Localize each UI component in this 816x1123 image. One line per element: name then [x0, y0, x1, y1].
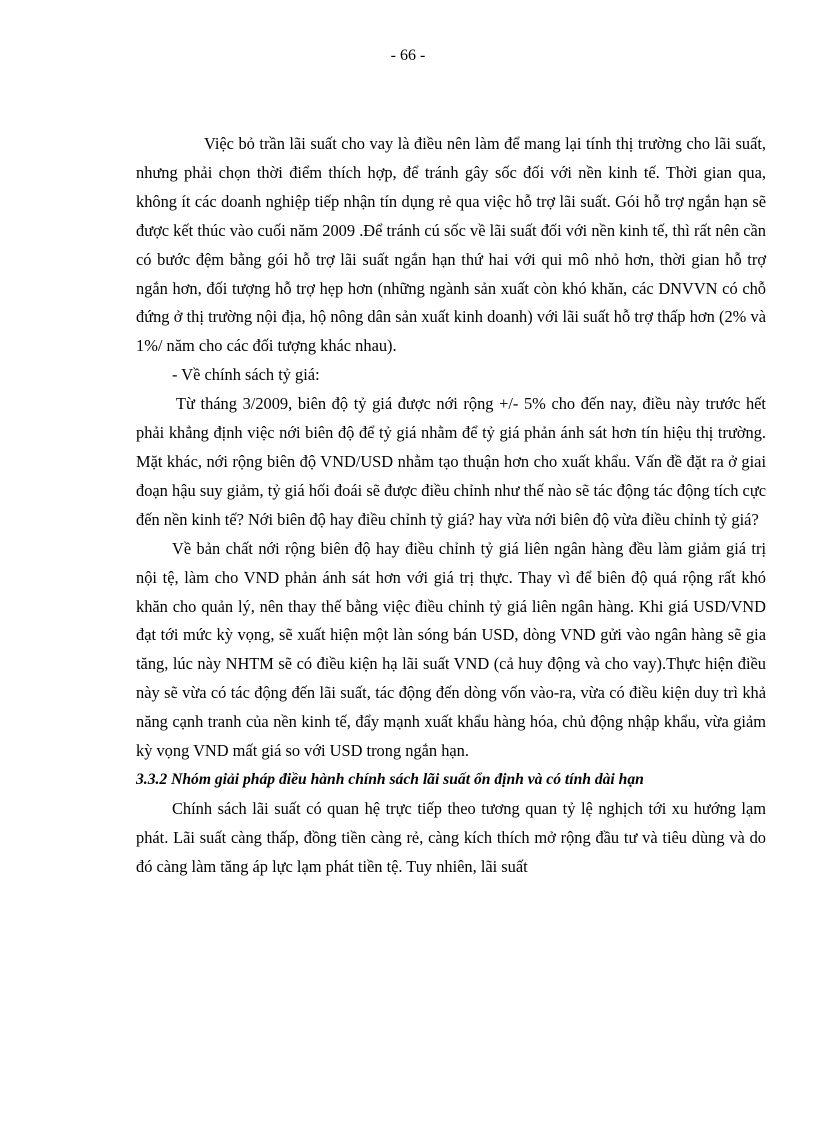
page-number: - 66 -: [390, 47, 426, 64]
paragraph-exchange-band: Từ tháng 3/2009, biên độ tỷ giá được nới rộng +/- 5% cho đến nay, điều này trước hết phải khẳng định việc nới biên độ để tỷ giá nhằm để tỷ giá phản ánh sát hơn tín hiệu thị trường. Mặt khác, nới rộng biên độ VND/USD nhằm tạo thuận hơn cho xuất khẩu. Vấn đề đặt ra ở giai đoạn hậu suy giảm, tỷ giá hối đoái sẽ được điều chỉnh như thế nào sẽ tác động tác động tích cực đến nền kinh tế? Nới biên độ hay điều chỉnh tỷ giá? hay vừa nới biên độ vừa điều chỉnh tỷ giá?: [136, 394, 766, 529]
paragraph-currency-nature: Về bản chất nới rộng biên độ hay điều chỉnh tỷ giá liên ngân hàng đều làm giảm giá trị nội tệ, làm cho VND phản ánh sát hơn với giá trị thực. Thay vì để biên độ quá rộng rất khó khăn cho quản lý, nên thay thế bằng việc điều chỉnh tỷ giá liên ngân hàng. Khi giá USD/VND đạt tới mức kỳ vọng, sẽ xuất hiện một làn sóng bán USD, dòng VND gửi vào ngân hàng sẽ gia tăng, lúc này NHTM sẽ có điều kiện hạ lãi suất VND (cả huy động và cho vay).Thực hiện điều này sẽ vừa có tác động đến lãi suất, tác động đến dòng vốn vào-ra, vừa có điều kiện duy trì khả năng cạnh tranh của nền kinh tế, đẩy mạnh xuất khẩu hàng hóa, chủ động nhập khẩu, vừa giảm kỳ vọng VND mất giá so với USD trong ngắn hạn.: [136, 538, 766, 761]
section-heading: 3.3.2 Nhóm giải pháp điều hành chính sách lãi suất ổn định và có tính dài hạn: [136, 770, 644, 788]
document-body: [136, 130, 766, 882]
paragraph-interest-policy: Chính sách lãi suất có quan hệ trực tiếp theo tương quan tỷ lệ nghịch tới xu hướng lạm phát. Lãi suất càng thấp, đồng tiền càng rẻ, càng kích thích mở rộng đầu tư và tiêu dùng và do đó càng làm tăng áp lực lạm phát tiền tệ. Tuy nhiên, lãi suất: [136, 798, 766, 876]
paragraph-interest-ceiling: Việc bỏ trần lãi suất cho vay là điều nên làm để mang lại tính thị trường cho lãi suất, nhưng phải chọn thời điểm thích hợp, để tránh gây sốc đối với nền kinh tế. Thời gian qua, không ít các doanh nghiệp tiếp nhận tín dụng rẻ qua việc hỗ trợ lãi suất. Gói hỗ trợ ngắn hạn sẽ được kết thúc vào cuối năm 2009 .Để tránh cú sốc về lãi suất đối với nền kinh tế, thì rất nên cần có bước đệm bằng gói hỗ trợ lãi suất ngắn hạn thứ hai với qui mô nhỏ hơn, thời gian hỗ trợ ngắn hơn, đối tượng hỗ trợ hẹp hơn (những ngành sản xuất còn khó khăn, các DNVVN có chỗ đứng ở thị trường nội địa, hộ nông dân sản xuất kinh doanh) với lãi suất hỗ trợ thấp hơn (2% và 1%/ năm cho các đối tượng khác nhau).: [136, 134, 766, 356]
subheading-exchange-rate-policy: - Về chính sách tỷ giá:: [172, 365, 320, 385]
